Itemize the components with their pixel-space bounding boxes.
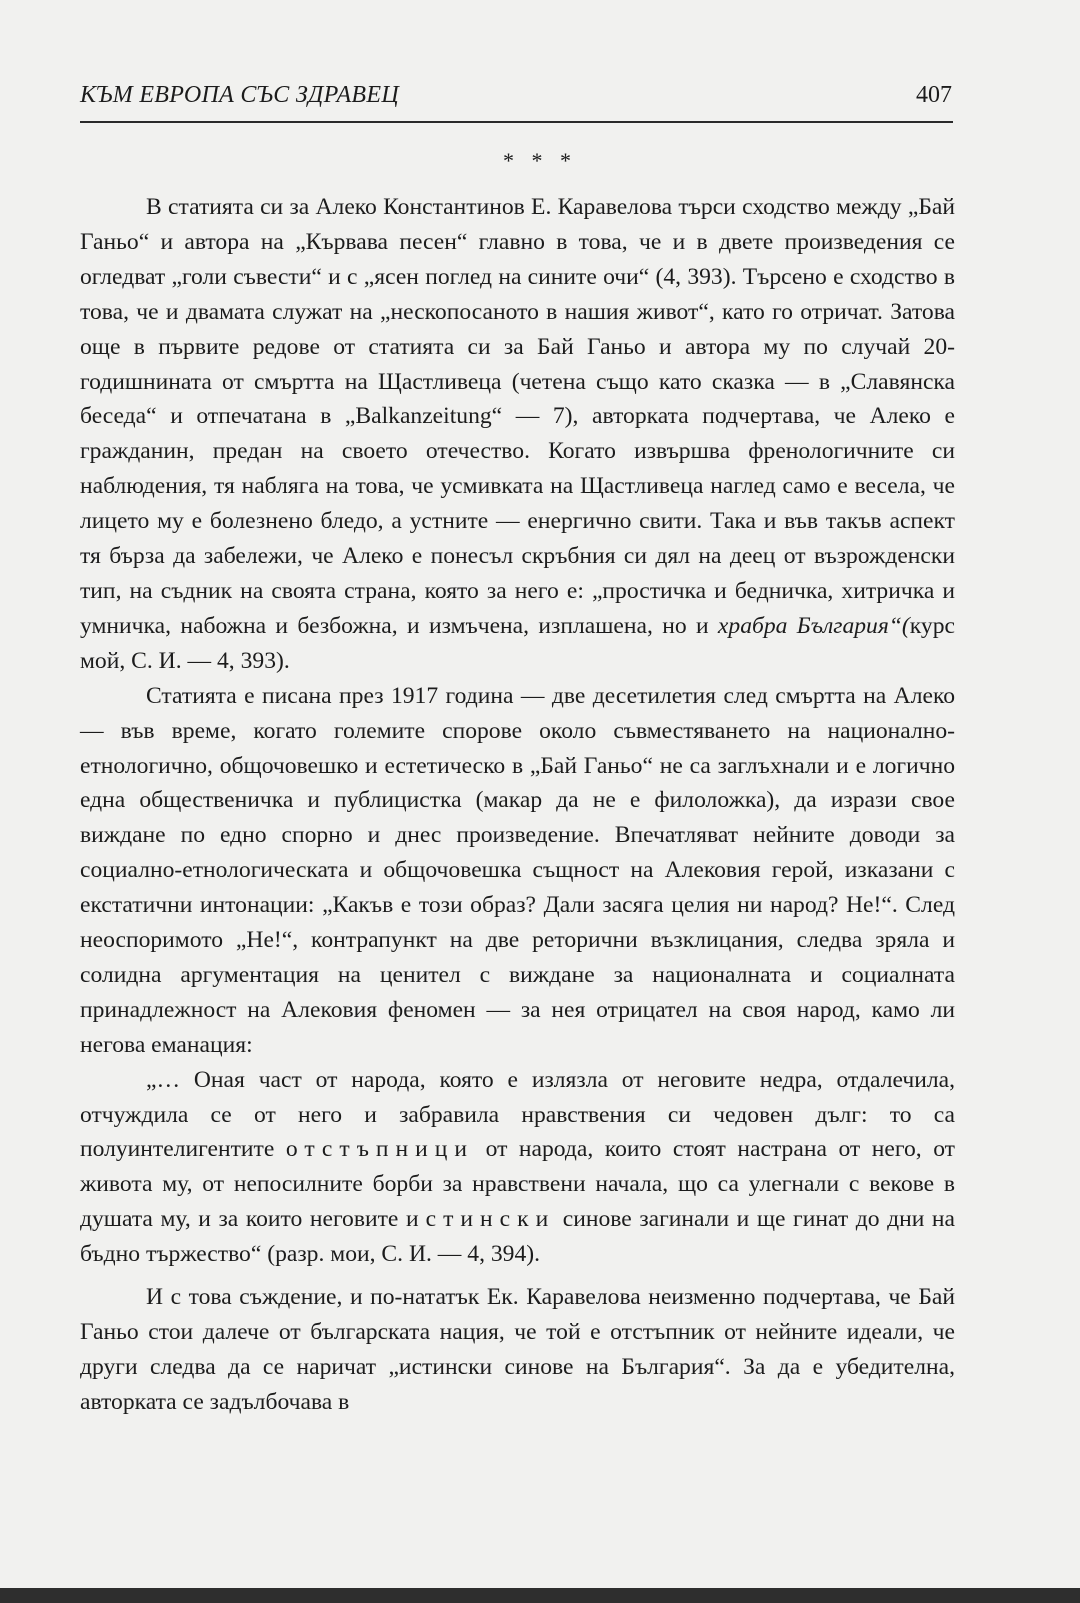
paragraph-2: Статията е писана през 1917 година — две десетилетия след смъртта на Алеко — във време, когато големите спорове около съвместяването на национално-етнологично, общочовешко и естетическо в „Бай Ганьо“ не са заглъхнали и е логично една общественичка и публицистка (макар да не е филоложка), да изрази свое виждане по едно спорно и днес произведение. Впечатляват нейните доводи за социално-етнологическата и общочовешка същност на Алековия герой, изказани с екстатични интонации: „Какъв е този образ? Дали засяга целия ни народ? Не!“. След неоспоримото „Не!“, контрапункт на две реторични възклицания, следва зряла и солидна аргументация на ценител с виждане за националната и социалната принадлежност на Алековия феномен — за нея отрицател на своя народ, камо ли негова еманация: [80, 682, 955, 1058]
paragraph-1 [80, 190, 955, 679]
paragraph-1-text: В статията си за Алеко Константинов Е. Каравелова търси сходство между „Бай Ганьо“ и автора на „Кървава песен“ главно в това, че и в двете произведения се огледват „голи съвести“ и с „ясен поглед на сините очи“ (4, 393). Търсено е сходство в това, че и двамата служат на „нескопосаното в нашия живот“, като го отричат. Затова още в първите редове от статията си за Бай Ганьо и автора му по случай 20-годишнината от смъртта на Щастливеца (четена също като сказка — в „Славянска беседа“ и отпечатана в „Balkanzeitung“ — 7), авторката подчертава, че Алеко е гражданин, предан на своето отечество. Когато извършва френологичните си наблюдения, тя набляга на това, че усмивката на Щастливеца наглед само е весела, че лицето му е болезнено бледо, а устните — енергично свити. Така и във такъв аспект тя бърза да забележи, че Алеко е понесъл скръбния си дял на деец от възрожденски тип, на съдник на своята страна, която за него е: „простичка и бедничка, хитричка и умничка, набожна и безбожна, и измъчена, изплашена, но и [80, 194, 955, 639]
section-separator: * * * [503, 148, 577, 173]
quote-spaced-word-1: отстъпници [285, 1136, 475, 1163]
quote-spaced-word-2: истински [405, 1206, 556, 1233]
page-header [80, 82, 952, 122]
body-text [80, 190, 955, 1420]
paragraph-1-emphasis: храбра България“( [717, 612, 910, 639]
paragraph-4: И с това съждение, и по-нататък Ек. Каравелова неизменно подчертава, че Бай Ганьо стои далече от българската нация, че той е отстъпник от нейните идеали, че други следва да се наричат „истински синове на България“. За да е убедителна, авторката се задълбочава в [80, 1284, 955, 1415]
quote-text-1: „… Оная част от народа, която е излязла от неговите недра, отдалечила, отчуждила се от него и забравила нравствения си чедовен дълг: то са полуинтелигентите [80, 1066, 955, 1163]
quote-text-2: от народа, които стоят настрана от него, от живота му, от непосилните борби за нравствени начала, що са улегнали с векове в душата му, и за които неговите [80, 1136, 955, 1233]
quote-text-3: синове загинали и ще гинат до дни на бъдно тържество“ (разр. мои, С. И. — 4, 394). [80, 1206, 955, 1268]
paragraph-1-tail: курс мой, С. И. — 4, 393). [80, 612, 955, 674]
scan-edge [0, 1588, 1080, 1603]
page-number: 407 [916, 82, 952, 108]
running-title: КЪМ ЕВРОПА СЪС ЗДРАВЕЦ [80, 82, 399, 108]
header-rule [80, 121, 953, 123]
paragraph-3-quote [80, 1063, 955, 1272]
